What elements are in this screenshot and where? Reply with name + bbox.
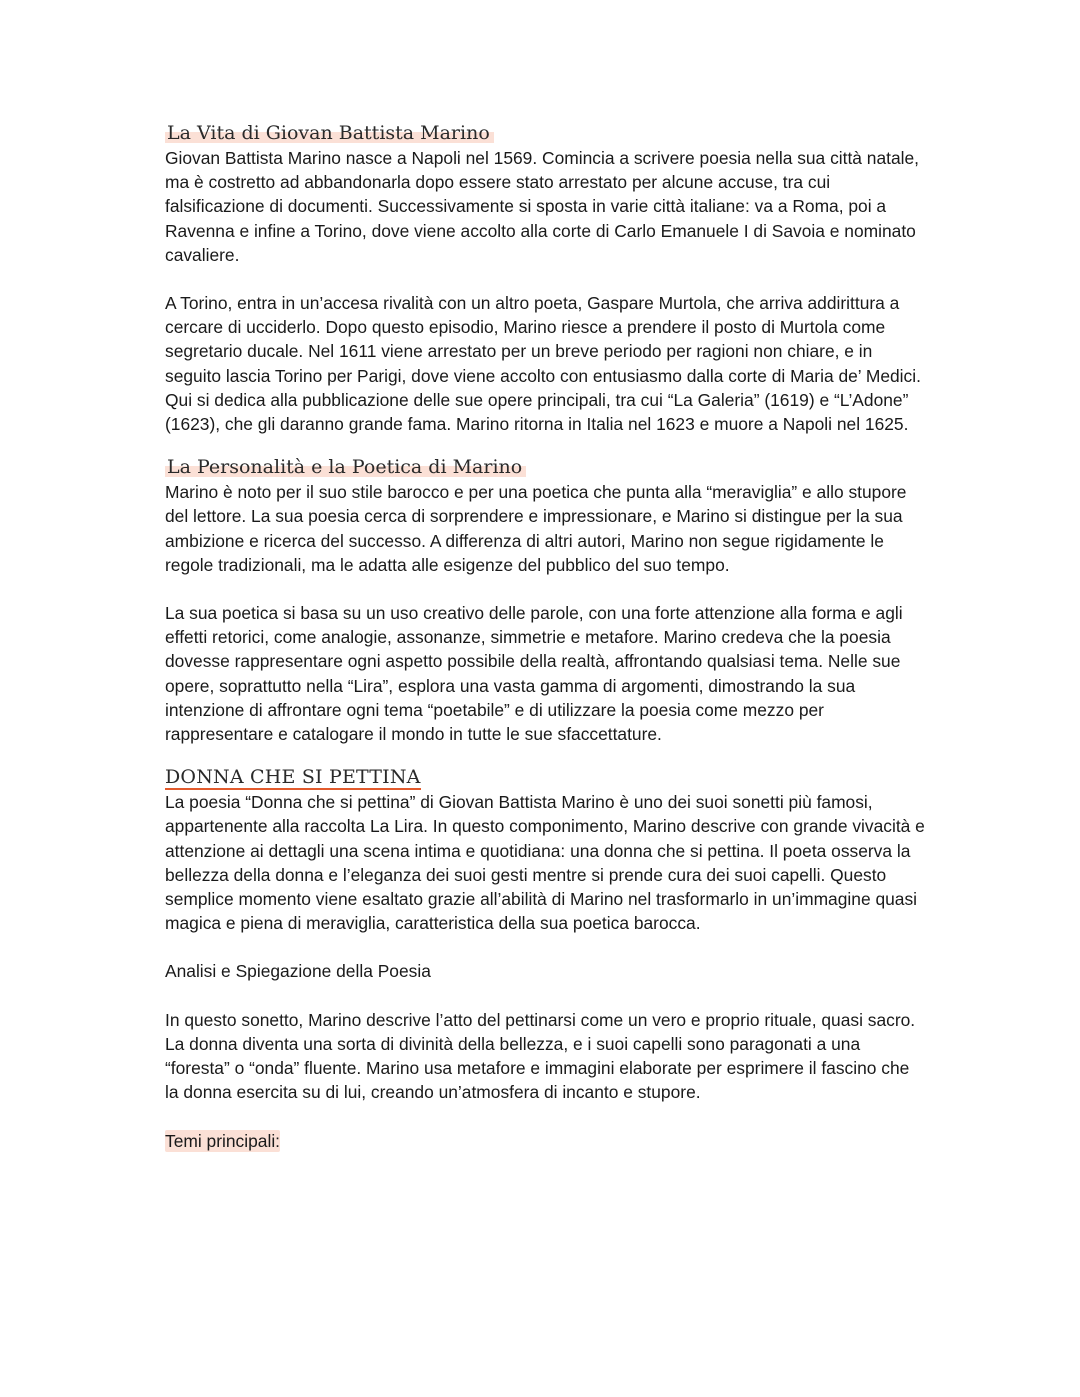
document-page <box>165 120 925 1153</box>
paragraph-donna-1: La poesia “Donna che si pettina” di Giovan Battista Marino è uno dei suoi sonetti più famosi, appartenente alla raccolta La Lira. In questo componimento, Marino descrive con grande vivacità e attenzione ai dettagli una scena intima e quotidiana: una donna che si pettina. Il poeta osserva la bellezza della donna e l’eleganza dei suoi gesti mentre si prende cura dei suoi capelli. Questo semplice momento viene esaltato grazie all’abilità di Marino nel trasformarlo in un’immagine quasi magica e piena di meraviglia, caratteristica della sua poetica barocca. <box>165 792 925 934</box>
paragraph-personalita-1: Marino è noto per il suo stile barocco e per una poetica che punta alla “meraviglia” e allo stupore del lettore. La sua poesia cerca di sorprendere e impressionare, e Marino si distingue per la sua ambizione e ricerca del successo. A differenza di altri autori, Marino non segue rigidamente le regole tradizionali, ma le adatta alle esigenze del pubblico del suo tempo. <box>165 482 907 575</box>
section-title-donna <box>165 764 925 790</box>
paragraph-donna-2: In questo sonetto, Marino descrive l’atto del pettinarsi come un vero e proprio rituale, quasi sacro. La donna diventa una sorta di divinità della bellezza, e i suoi capelli sono paragonati a una “foresta” o “onda” fluente. Marino usa metafore e immagini elaborate per esprimere il fascino che la donna esercita su di lui, creando un’atmosfera di incanto e stupore. <box>165 1009 916 1103</box>
paragraph-vita-2: A Torino, entra in un’accesa rivalità con un altro poeta, Gaspare Murtola, che arriva addirittura a cercare di ucciderlo. Dopo questo episodio, Marino riesce a prendere il posto di Murtola come segretario ducale. Nel 1611 viene arrestato per un breve periodo per ragioni non chiare, e in seguito lascia Torino per Parigi, dove viene accolto con entusiasmo dalla corte di Maria de’ Medici. Qui si dedica alla pubblicazione delle sue opere principali, tra cui “La Galeria” (1619) e “L’Adone” (1623), che gli daranno grande fama. Marino ritorna in Italia nel 1623 e muore a Napoli nel 1625. <box>165 293 921 435</box>
temi-label <box>165 1129 925 1153</box>
section-title-personalita-text: La Personalità e la Poetica di Marino <box>165 456 526 478</box>
section-title-vita <box>165 120 925 146</box>
section-title-vita-text: La Vita di Giovan Battista Marino <box>165 122 494 144</box>
temi-label-text: Temi principali: <box>165 1130 281 1151</box>
subheading-analisi: Analisi e Spiegazione della Poesia <box>165 961 431 982</box>
section-title-donna-text: DONNA CHE SI PETTINA <box>165 766 421 789</box>
paragraph-personalita-2: La sua poetica si basa su un uso creativo delle parole, con una forte attenzione alla forma e agli effetti retorici, come analogie, assonanze, simmetrie e metafore. Marino credeva che la poesia dovesse rappresentare ogni aspetto possibile della realtà, affrontando qualsiasi tema. Nelle sue opere, soprattutto nella “Lira”, esplora una vasta gamma di argomenti, dimostrando la sua intenzione di affrontare ogni tema “poetabile” e di utilizzare la poesia come mezzo per rappresentare e catalogare il mondo in tutte le sue sfaccettature. <box>165 603 903 745</box>
paragraph-vita-1: Giovan Battista Marino nasce a Napoli nel 1569. Comincia a scrivere poesia nella sua città natale, ma è costretto ad abbandonarla dopo essere stato arrestato per alcune accuse, tra cui falsificazione di documenti. Successivamente si sposta in varie città italiane: va a Roma, poi a Ravenna e infine a Torino, dove viene accolto alla corte di Carlo Emanuele I di Savoia e nominato cavaliere. <box>165 148 920 265</box>
section-title-personalita <box>165 454 925 480</box>
